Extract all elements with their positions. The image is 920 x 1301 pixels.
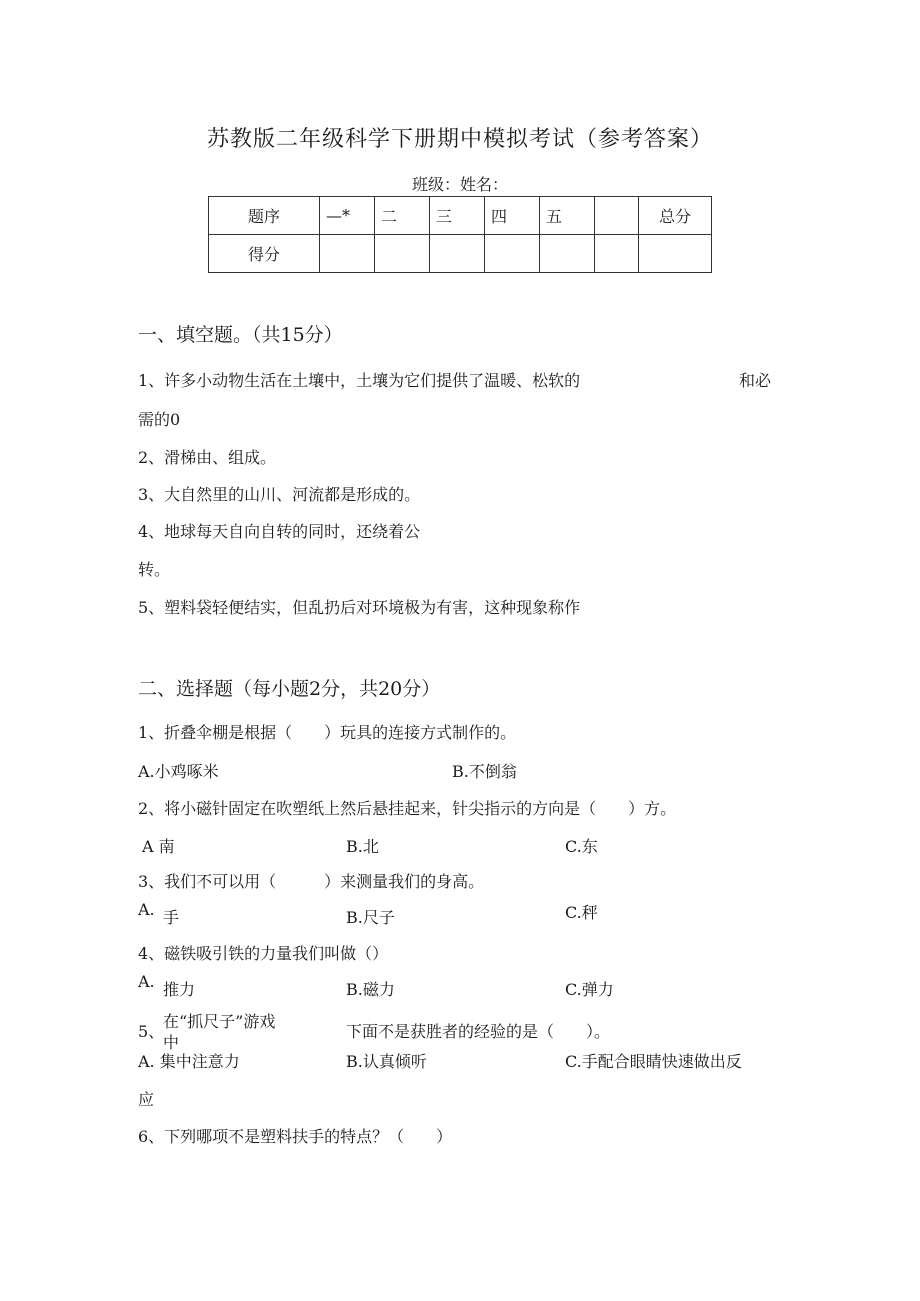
score-header-cell: 五 <box>540 197 595 235</box>
page-title: 苏教版二年级科学下册期中模拟考试（参考答案） <box>206 127 713 152</box>
score-header-cell: 二 <box>375 197 430 235</box>
question-text: 3、大自然里的山川、河流都是形成的。 <box>138 485 421 504</box>
question-text: 2、滑梯由、组成。 <box>138 448 277 467</box>
question-text: 1、许多小动物生活在土壤中，土壤为它们提供了温暖、松软的 <box>138 371 581 390</box>
question-text: 6、下列哪项不是塑料扶手的特点？（ ） <box>138 1127 453 1146</box>
question-text: 5、塑料袋轻便结实，但乱扔后对环境极为有害，这种现象称作 <box>138 598 581 617</box>
answer-option: B.尺子 <box>346 908 395 927</box>
answer-option: B.不倒翁 <box>452 762 517 781</box>
section-heading-multiple-choice: 二、选择题（每小题2分，共20分） <box>138 678 441 700</box>
answer-option: C.弹力 <box>565 980 614 999</box>
question-text: 3、我们不可以用（ ）来测量我们的身高。 <box>138 872 485 891</box>
score-input-cell[interactable] <box>375 235 430 273</box>
answer-option: A 南 <box>142 837 175 856</box>
score-header-cell: 题序 <box>209 197 320 235</box>
question-text: 和必 <box>739 371 772 390</box>
question-text-clipped <box>163 1030 180 1052</box>
question-text: 需的0 <box>138 410 181 429</box>
score-header-cell: 三 <box>430 197 485 235</box>
answer-option: A. 集中注意力 <box>138 1052 240 1071</box>
score-table-score-row <box>209 235 712 273</box>
question-text: 在“抓尺子”游戏 <box>163 1012 276 1031</box>
score-header-cell <box>595 197 639 235</box>
answer-option: B.北 <box>346 837 379 856</box>
question-text: 4、磁铁吸引铁的力量我们叫做（） <box>138 944 389 963</box>
answer-option: 推力 <box>163 980 196 999</box>
score-header-cell: 总分 <box>639 197 712 235</box>
answer-option: B.认真倾听 <box>346 1052 427 1071</box>
answer-option-letter: A. <box>138 972 155 991</box>
question-text: 下面不是获胜者的经验的是（ ）。 <box>346 1022 611 1041</box>
score-input-cell[interactable] <box>320 235 375 273</box>
answer-option-letter: A. <box>138 900 155 919</box>
score-header-cell: —* <box>320 197 375 235</box>
answer-option: A.小鸡啄米 <box>138 762 219 781</box>
question-number: 5、 <box>138 1022 165 1041</box>
score-input-cell[interactable] <box>485 235 540 273</box>
score-input-cell[interactable] <box>595 235 639 273</box>
section-heading-fill-blank: 一、填空题。（共15分） <box>138 324 343 346</box>
answer-option: C.东 <box>565 837 598 856</box>
question-text: 转。 <box>138 560 171 579</box>
score-table <box>208 196 712 273</box>
question-text: 1、折叠伞棚是根据（ ）玩具的连接方式制作的。 <box>138 723 517 742</box>
answer-option: 手 <box>163 908 180 927</box>
class-name-line: 班级：姓名： <box>411 175 508 194</box>
score-input-cell[interactable] <box>430 235 485 273</box>
answer-option: C.秤 <box>565 903 598 922</box>
question-text: 中 <box>163 1033 180 1052</box>
answer-option: B.磁力 <box>346 980 395 999</box>
question-text: 2、将小磁针固定在吹塑纸上然后悬挂起来，针尖指示的方向是（ ）方。 <box>138 799 677 818</box>
score-table-header-row <box>209 197 712 235</box>
answer-option: C.手配合眼睛快速做出反 <box>565 1052 742 1071</box>
score-row-label: 得分 <box>209 235 320 273</box>
score-input-cell[interactable] <box>540 235 595 273</box>
question-text: 4、地球每天自向自转的同时，还绕着公 <box>138 522 421 541</box>
score-header-cell: 四 <box>485 197 540 235</box>
answer-option-continuation: 应 <box>138 1090 155 1109</box>
score-input-cell[interactable] <box>639 235 712 273</box>
